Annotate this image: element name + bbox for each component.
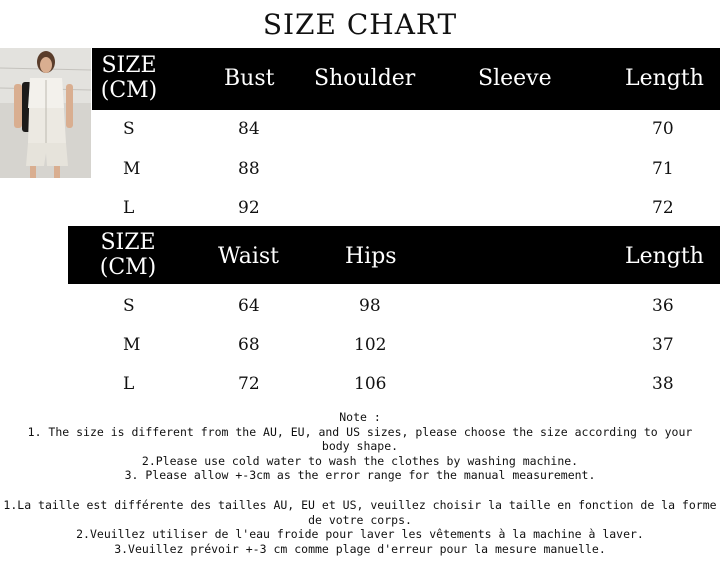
header-size-line2: (CM) [99,255,157,280]
waist-cell: 64 [238,296,260,316]
length-cell: 70 [652,119,674,139]
note-fr-3: 3.Veuillez prévoir +-3 cm comme plage d'erreur pour la mesure manuelle. [114,541,606,556]
top-table-header [92,48,720,110]
notes-heading: Note : [339,410,381,424]
length-cell: 71 [652,159,674,179]
waist-cell: 72 [238,374,260,394]
size-cell: L [123,198,135,218]
header-waist: Waist [218,244,279,269]
size-cell: S [123,296,135,316]
waist-cell: 68 [238,335,260,355]
size-cell: M [123,159,141,179]
hips-cell: 98 [359,296,381,316]
header-size [100,53,158,103]
notes-french [0,498,720,556]
length-cell: 72 [652,198,674,218]
header-length: Length [625,244,704,269]
length-cell: 37 [652,335,674,355]
header-size-line2: (CM) [100,78,158,103]
page-title: SIZE CHART [262,8,458,41]
length-cell: 36 [652,296,674,316]
note-en-3: 3. Please allow +-3cm as the error range for the manual measurement. [124,468,596,482]
header-size [98,230,158,280]
header-sleeve: Sleeve [478,66,552,91]
size-cell: M [123,335,141,355]
bust-cell: 88 [238,159,260,179]
product-photo [0,48,91,178]
header-size-line1: SIZE [100,230,156,255]
header-size-line1: SIZE [101,53,157,78]
header-shoulder: Shoulder [314,66,416,91]
note-en-2: 2.Please use cold water to wash the clothes by washing machine. [141,453,579,468]
header-bust: Bust [224,66,275,91]
bust-cell: 92 [238,198,260,218]
bust-cell: 84 [238,119,260,139]
note-fr-2: 2.Veuillez utiliser de l'eau froide pour laver les vêtements à la machine à laver. [76,527,644,541]
notes-english [0,410,720,483]
note-fr-1: 1.La taille est différente des tailles AU, EU et US, veuillez choisir la taille en fonction de la forme de votre corps. [3,498,717,527]
header-hips: Hips [345,244,397,269]
size-cell: L [123,374,135,394]
model-image [0,48,91,178]
hips-cell: 106 [354,374,387,394]
length-cell: 38 [652,374,674,394]
note-en-1: 1. The size is different from the AU, EU, and US sizes, please choose the size according to your body shape. [27,424,693,453]
bottom-table-header [68,226,720,284]
header-length: Length [625,66,704,91]
hips-cell: 102 [354,335,387,355]
size-cell: S [123,119,135,139]
